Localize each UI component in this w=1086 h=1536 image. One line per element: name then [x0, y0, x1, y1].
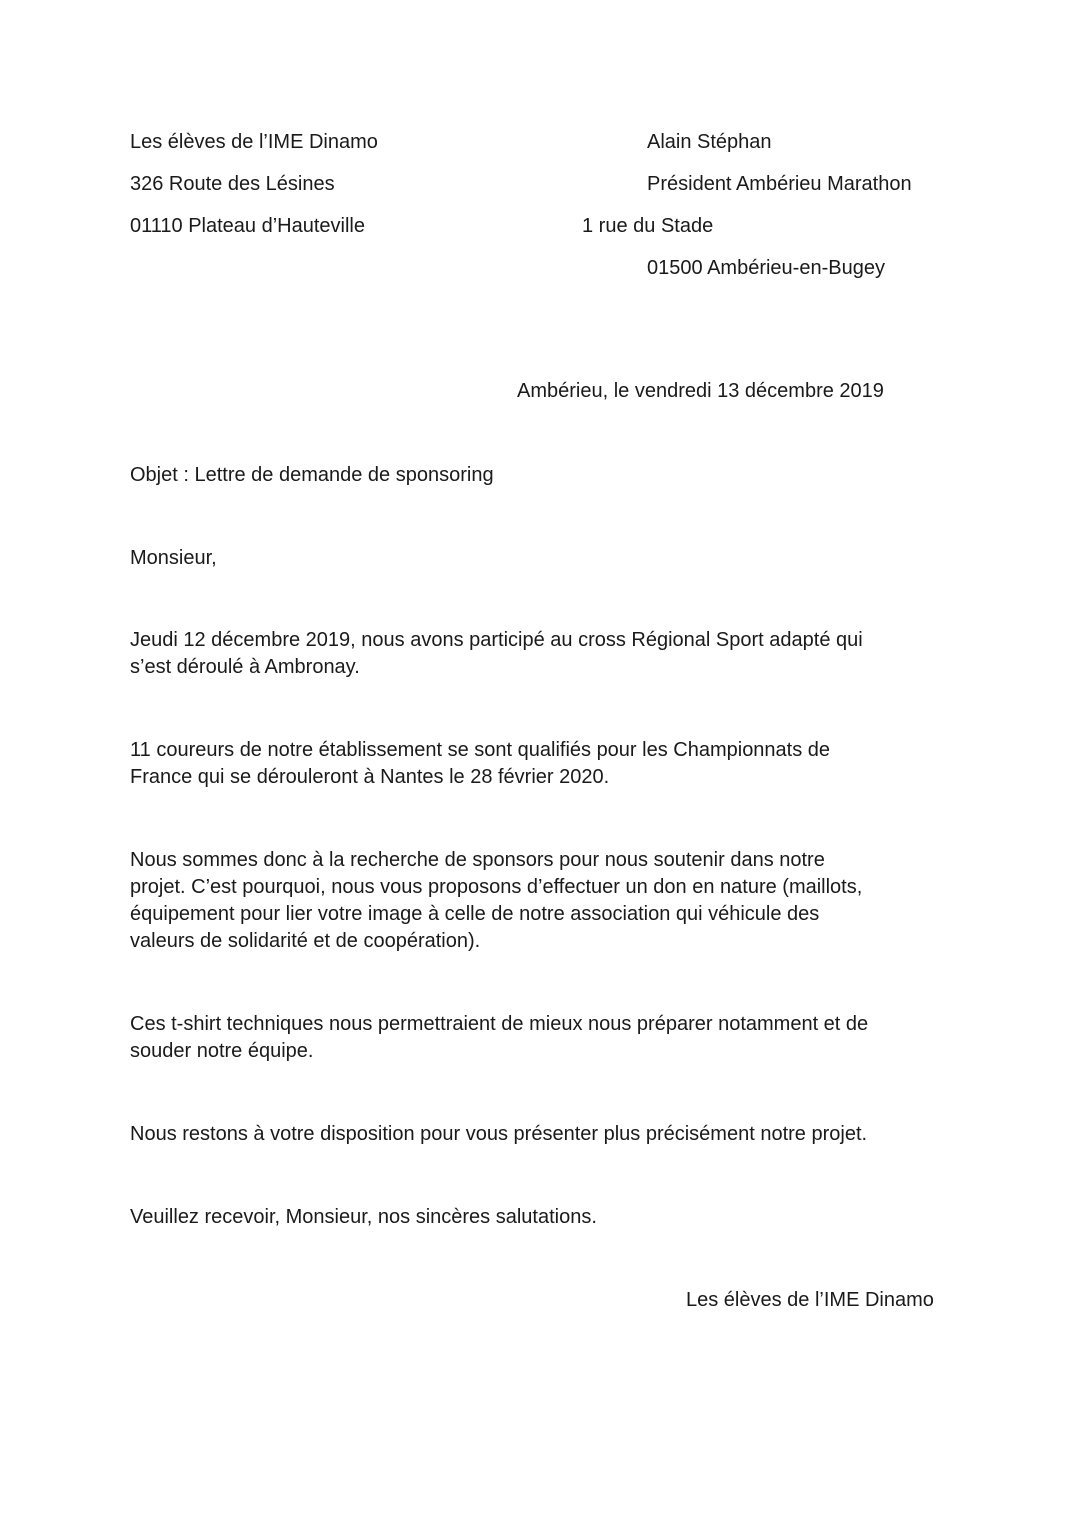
sender-street: 326 Route des Lésines — [130, 173, 335, 195]
recipient-name: Alain Stéphan — [647, 131, 772, 153]
paragraph-3-line-2: projet. C’est pourquoi, nous vous proposons d’effectuer un don en nature (maillots, — [130, 876, 863, 898]
signature: Les élèves de l’IME Dinamo — [686, 1289, 934, 1311]
paragraph-4-line-2: souder notre équipe. — [130, 1040, 314, 1062]
paragraph-2-line-2: France qui se dérouleront à Nantes le 28 février 2020. — [130, 766, 610, 788]
paragraph-3 — [130, 847, 960, 955]
paragraph-1-line-2: s’est déroulé à Ambronay. — [130, 656, 360, 678]
recipient-title: Président Ambérieu Marathon — [647, 173, 912, 195]
paragraph-3-line-4: valeurs de solidarité et de coopération). — [130, 930, 481, 952]
paragraph-1-line-1: Jeudi 12 décembre 2019, nous avons participé au cross Régional Sport adapté qui — [130, 629, 863, 651]
paragraph-2 — [130, 737, 960, 791]
paragraph-5-line-1: Nous restons à votre disposition pour vous présenter plus précisément notre projet. — [130, 1123, 868, 1145]
paragraph-4-line-1: Ces t-shirt techniques nous permettraient de mieux nous préparer notamment et de — [130, 1013, 869, 1035]
recipient-street: 1 rue du Stade — [582, 215, 714, 237]
salutation: Monsieur, — [130, 547, 217, 569]
closing-line: Veuillez recevoir, Monsieur, nos sincères salutations. — [130, 1206, 597, 1228]
paragraph-3-line-3: équipement pour lier votre image à celle de notre association qui véhicule des — [130, 903, 820, 925]
paragraph-3-line-1: Nous sommes donc à la recherche de sponsors pour nous soutenir dans notre — [130, 849, 825, 871]
subject-line: Objet : Lettre de demande de sponsoring — [130, 464, 494, 486]
paragraph-2-line-1: 11 coureurs de notre établissement se sont qualifiés pour les Championnats de — [130, 739, 831, 761]
paragraph-1 — [130, 627, 960, 681]
sender-city: 01110 Plateau d’Hauteville — [130, 215, 365, 237]
sender-name: Les élèves de l’IME Dinamo — [130, 131, 378, 153]
paragraph-5 — [130, 1121, 960, 1148]
date-line: Ambérieu, le vendredi 13 décembre 2019 — [517, 380, 884, 402]
recipient-city: 01500 Ambérieu-en-Bugey — [647, 257, 885, 279]
paragraph-4 — [130, 1011, 960, 1065]
